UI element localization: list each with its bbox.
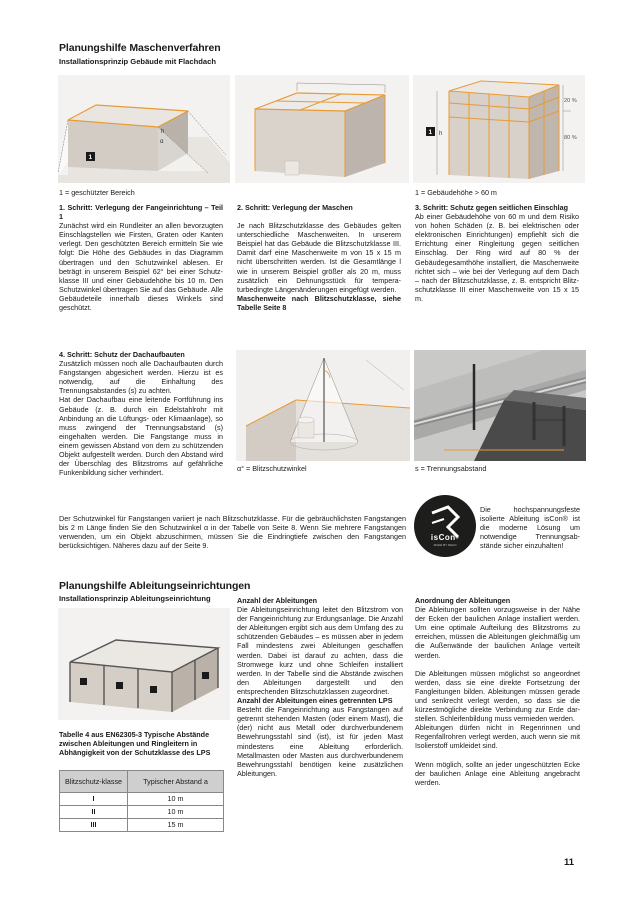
table-header-row: [60, 771, 224, 793]
step1-heading: 1. Schritt: Verlegung der Fangeinrichtung – Teil 1: [59, 203, 223, 222]
step1-body: Zunächst wird ein Rundleiter an allen bevorzugten Einschlagstellen wie Firsten, Graten oder Kanten verlegt. Den geschützten Bereich ermitteln Sie wie folgt: Die Höhe des Gebäudes in das Diagramm übertragen und den Schutzwinkel ablesen. Er beträgt in unserem Beispiel 62° bei einer Schutzklasse III und einer Gebäudehöhe bis 10 m. Den Schutzwinkel übertragen Sie auf das Gebäude. Alle Gebäudeteile innerhalb dieses Winkels sind geschützt.: [59, 221, 223, 313]
table-header-distance: Typischer Abstand a: [128, 771, 224, 793]
pct-bottom-label: 80 %: [564, 135, 577, 141]
separated-lps-heading: Anzahl der Ableitungen eines getrennten LPS: [237, 696, 393, 706]
angle-label: α: [160, 139, 164, 145]
cone-drawing: [236, 350, 410, 461]
illustration-separation-distance: [414, 350, 586, 461]
column-number-of-conductors: [237, 596, 403, 778]
section-title-down-conductors: Planungshilfe Ableitungseinrichtungen: [59, 580, 251, 592]
building-angle-drawing: [58, 75, 230, 183]
down-conductor-drawing: [58, 608, 230, 720]
separation-drawing: [414, 350, 586, 461]
column-step3: [415, 203, 579, 303]
arrangement-body-1: Die Ableitungen sollten vorzugsweise in der Nähe der Ecken der baulichen Anlage installiert werden. Um eine optimale Aufteilung des Blitzstroms zu erreichen, müssen die Ableitungen gleichmäßig um die Außenwände der baulichen Anlage verteilt werden.: [415, 605, 580, 660]
iscon-mark-icon: [414, 495, 476, 557]
arrangement-body-4: Wenn möglich, sollte an jeder ungeschützten Ecke der baulichen Anlage eine Ableitung angebracht werden.: [415, 759, 580, 787]
height-label: h: [161, 129, 165, 135]
table-caption: Tabelle 4 aus EN62305-3 Typische Abstände zwischen Ableitungen und Ringleitern in Abhängigkeit von der Schutzklasse des LPS: [59, 730, 211, 758]
caption-separation-distance: s = Trennungsabstand: [415, 464, 487, 473]
caption-building-height: 1 = Gebäudehöhe > 60 m: [415, 188, 497, 197]
air-terminal-paragraph: Der Schutzwinkel für Fangstangen variiert je nach Blitzschutzklasse. Für die gebräuchlichsten Fangstangen bis 2 m Länge finden Sie den Schutzwinkel α in der Tabelle von Seite 8. Wenn Sie mehrere Fangstangen verwenden, um ein Objekt abzuschirmen, müssen Sie die Eindringtiefe zwischen den Fangstangen berücksichtigen. Näheres dazu auf der Seite 9.: [59, 514, 406, 551]
illustration-mesh-roof: [235, 75, 409, 183]
mesh-roof-drawing: [235, 75, 409, 183]
column-step1: [59, 203, 223, 312]
svg-text:1: 1: [88, 154, 93, 161]
step4-body-b: Hat der Dachaufbau eine leitende Fortführung ins Gebäude (z. B. durch ein Edelstahlrohr mit Anbindung an die Lüftungs- oder Klimaanlage), so muss zwingend der Trennungsabstand (s) eingehalten werden. Die Fangstange muss in einem gewissen Abstand von dem zu schützenden Objekt aufgestellt werden. Durch den Abstand wird der Überschlag des Blitzstroms auf gefährliche Funkenbildung sicher verhindert.: [59, 395, 223, 478]
step3-body: Ab einer Gebäudehöhe von 60 m und dem Risiko von hohen Schäden (z. B. bei elektrischen oder elektronischen Einrichtungen) empfiehlt sich die Errichtung einer Ringleitung gegen seitlichen Einschlag. Der Ring wird auf 80 % der Gebäudegesamthöhe installiert, die Maschenweite richtet sich – wie bei der Verlegung auf dem Dach – nach der Blitzschutzklasse, z. B. entspricht Blitzschutzklasse III einer Maschenweite von 15 x 15 m.: [415, 212, 579, 303]
illustration-protected-area: [58, 75, 230, 183]
illustration-protection-angle-cone: [236, 350, 410, 461]
separated-lps-body: Besteht die Fangeinrichtung aus Fangstangen auf getrennt stehenden Masten (oder einem Mast), die (der) nicht aus Metall oder durchverbundenem Bewehrungsstahl sind (ist), ist für jeden Mast mindestens eine Ableitung erforderlich. Metallmasten oder Masten aus durchverbundenem Bewehrungsstahl benötigen keine zusätzlichen Ableitungen.: [237, 705, 403, 778]
table-row: I 10 m: [60, 793, 224, 806]
step3-heading: 3. Schritt: Schutz gegen seitlichen Einschlag: [415, 203, 568, 212]
step2-mesh-ref: Maschenweite nach Blitzschutzklasse, siehe Tabelle Seite 8: [237, 293, 401, 312]
step2-body: Je nach Blitzschutzklasse des Gebäudes gelten unterschiedliche Maschenweiten. In unserem Beispiel hat das Gebäude die Blitzschutzklasse III. Damit darf eine Maschenweite m von 15 x 15 m nicht überschritten werden. Ist die Gesamtlänge l wie in unserem Beispiel größer als 20 m, muss zusätzlich ein Dehnungsstück für temperaturbedingte Längenänderungen eingefügt werden.: [237, 221, 401, 294]
caption-protected-area: 1 = geschützter Bereich: [59, 188, 135, 197]
conductors-heading: Anzahl der Ableitungen: [237, 596, 317, 605]
iscon-logo-sub: MADE BY DEHN: [433, 543, 457, 547]
table-row: III 15 m: [60, 819, 224, 832]
tall-building-drawing: [413, 75, 585, 183]
column-arrangement: [415, 596, 580, 787]
section-subtitle-down-conductors: Installationsprinzip Ableitungseinrichtung: [59, 594, 211, 603]
iscon-description: Die hochspannungsfeste isolierte Ableitung isCon® ist die moderne Lösung um notwendige Trennungsabstände sicher einzuhalten!: [480, 505, 580, 551]
spacing-table: [59, 770, 224, 832]
step4-heading: 4. Schritt: Schutz der Dachaufbauten: [59, 350, 185, 359]
step2-heading: 2. Schritt: Verlegung der Maschen: [237, 203, 353, 212]
conductors-body: Die Ableitungseinrichtung leitet den Blitzstrom von der Fangeinrichtung zur Erdungsanlage. Die Anzahl der Ableitungen ergibt sich aus dem Umfang des zu schützenden Gebäudes – es müssen aber in jedem Fall mindestens zwei Ableitungen geschaffen werden. Dabei ist darauf zu achten, dass die Stromwege kurz und ohne Schleifen installiert werden. In der Tabelle sind die Abstände zwischen den Ableitungen dargestellt und den entsprechenden Blitzschutzklassen zugeordnet.: [237, 605, 403, 696]
column-step2: [237, 203, 401, 312]
h-label: h: [439, 131, 443, 137]
pct-top-label: 20 %: [564, 98, 577, 104]
column-step4: [59, 350, 223, 477]
arrangement-body-2: Die Ableitungen müssen möglichst so angeordnet werden, dass sie eine direkte Fortsetzung der Fangleitungen bilden. Ableitungen müssen gerade und senkrecht verlegt werden, so dass sie die kürzestmögliche direkte Verbindung zur Erde darstellen. Schleifenbildung muss vermieden werden.: [415, 668, 580, 724]
section-title-meshing: Planungshilfe Maschenverfahren: [59, 42, 221, 54]
page-number: 11: [564, 857, 575, 868]
iscon-logo-text: isCon: [430, 533, 456, 542]
arrangement-body-3: Ableitungen dürfen nicht in Regenrinnen und Regenfallrohren verlegt werden, auch wenn sie mit Isolierstoff umkleidet sind.: [415, 723, 580, 751]
caption-protection-angle: α° = Blitzschutzwinkel: [237, 464, 307, 473]
table-header-class: Blitzschutz-klasse: [60, 771, 128, 793]
arrangement-heading: Anordnung der Ableitungen: [415, 596, 511, 605]
table-row: II 10 m: [60, 806, 224, 819]
iscon-logo: isCon® MADE BY DEHN: [414, 495, 476, 557]
section-subtitle-meshing: Installationsprinzip Gebäude mit Flachdach: [59, 57, 216, 66]
svg-text:1: 1: [428, 129, 433, 136]
illustration-down-conductors: [58, 608, 230, 720]
illustration-tall-building: [413, 75, 585, 183]
step4-body-a: Zusätzlich müssen noch alle Dachaufbauten durch Fangstangen abgesichert werden. Hierzu ist es notwendig, auf die Einhaltung des Trennungsabstandes (s) zu achten.: [59, 359, 223, 396]
